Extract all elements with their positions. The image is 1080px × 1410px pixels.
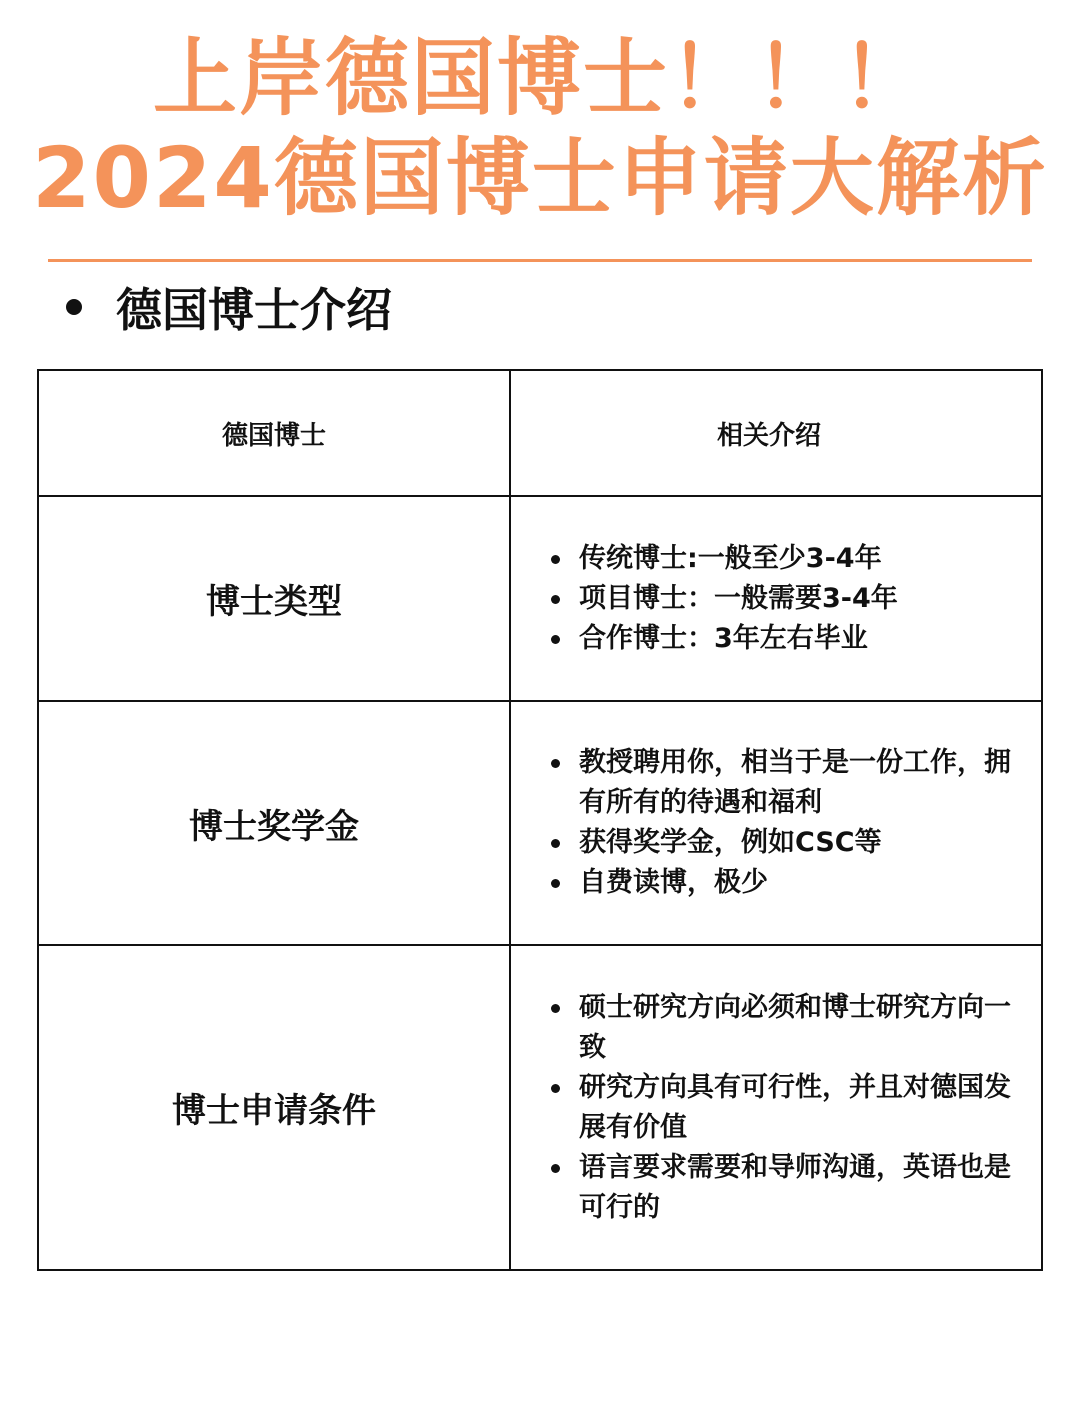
table-row <box>38 945 1042 1270</box>
title-divider <box>48 259 1032 262</box>
list-item: 语言要求需要和导师沟通，英语也是可行的 <box>549 1148 1027 1228</box>
table-row <box>38 496 1042 701</box>
table-header-row <box>38 370 1042 496</box>
bullet-list <box>549 539 1027 659</box>
page-title-line-1: 上岸德国博士！！！ <box>152 29 927 127</box>
list-item: 传统博士:一般至少3-4年 <box>549 539 1027 579</box>
list-item: 研究方向具有可行性，并且对德国发展有价值 <box>549 1068 1027 1148</box>
table-row <box>38 701 1042 945</box>
bullet-list <box>549 988 1027 1228</box>
list-item: 硕士研究方向必须和博士研究方向一致 <box>549 988 1027 1068</box>
bullet-list <box>549 743 1027 903</box>
list-item: 合作博士：3年左右毕业 <box>549 619 1027 659</box>
row-details <box>510 945 1042 1270</box>
info-table <box>37 369 1043 1271</box>
list-item: 获得奖学金，例如CSC等 <box>549 823 1027 863</box>
section-heading <box>60 272 392 342</box>
table-header-cell: 德国博士 <box>38 370 510 496</box>
page-title-line-2: 2024德国博士申请大解析 <box>32 129 1048 227</box>
section-heading-text: 德国博士介绍 <box>116 283 392 337</box>
list-item: 自费读博，极少 <box>549 863 1027 903</box>
table-header-cell: 相关介绍 <box>510 370 1042 496</box>
list-item: 项目博士：一般需要3-4年 <box>549 579 1027 619</box>
row-label: 博士奖学金 <box>38 701 510 945</box>
bullet-icon <box>66 299 82 315</box>
row-details <box>510 496 1042 701</box>
row-label: 博士申请条件 <box>38 945 510 1270</box>
row-details <box>510 701 1042 945</box>
list-item: 教授聘用你，相当于是一份工作，拥有所有的待遇和福利 <box>549 743 1027 823</box>
row-label: 博士类型 <box>38 496 510 701</box>
